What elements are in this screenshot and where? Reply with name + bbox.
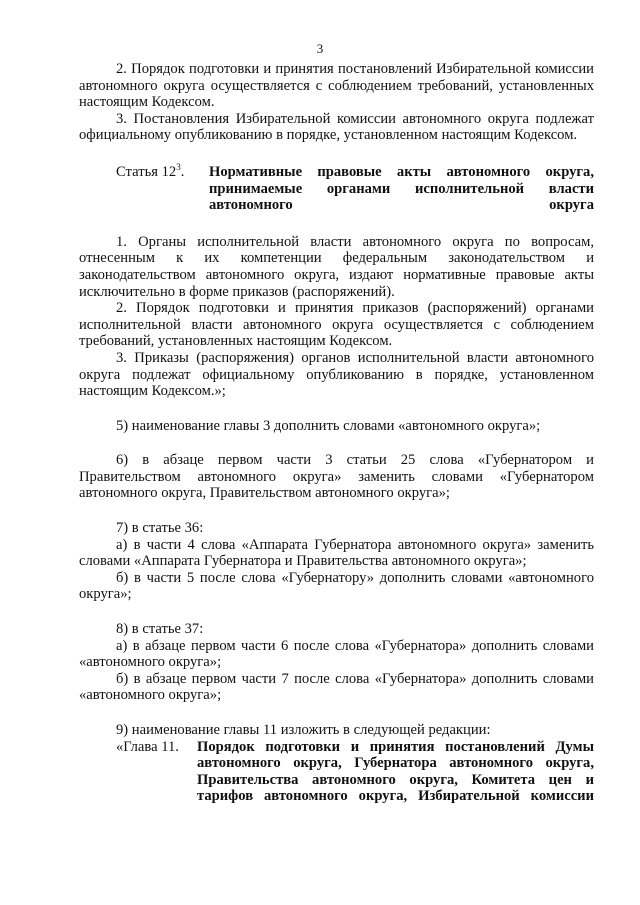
chapter-label: «Глава 11. [116,738,179,755]
list-item: 5) наименование главы 3 дополнить словами «автономного округа»; [116,417,541,434]
chapter-heading [79,739,594,805]
list-item: 7) в статье 36: [116,520,204,537]
paragraph: 3. Постановления Избирательной комиссии автономного округа подлежат официальному опубликованию в порядке, установленном настоящим Кодексом. [79,110,594,144]
list-subitem: б) в части 5 после слова «Губернатору» дополнить словами «автономного округа»; [79,569,594,603]
page-number: 3 [316,41,324,56]
list-item: 8) в статье 37: [116,621,204,638]
paragraph: 2. Порядок подготовки и принятия приказов (распоряжений) органами исполнительной власти автономного округа осуществляется с соблюдением требований, установленных настоящим Кодексом. [79,300,594,350]
paragraph: 2. Порядок подготовки и принятия постановлений Избирательной комиссии автономного округа осуществляется с соблюдением требований, установленных настоящим Кодексом. [79,61,594,111]
paragraph: 3. Приказы (распоряжения) органов исполнительной власти автономного округа подлежат официальному опубликованию в порядке, установленном настоящим Кодексом.»; [79,349,594,400]
list-item: 9) наименование главы 11 изложить в следующей редакции: [116,722,491,738]
list-item: 6) в абзаце первом части 3 статьи 25 слова «Губернатором и Правительством автономного округа» заменить словами «Губернатором автономного округа, Правительством автономного округа»; [79,452,594,502]
list-subitem: б) в абзаце первом части 7 после слова «Губернатора» дополнить словами «автономного округа»; [79,670,594,704]
article-label: Статья $12^3$. [116,162,185,180]
list-subitem: а) в части 4 слова «Аппарата Губернатора автономного округа» заменить словами «Аппарата Губернатора и Правительства автономного округа»; [79,536,594,570]
chapter-title: Порядок подготовки и принятия постановлений Думы автономного округа, Губернатора автономного округа, Правительства автономного округа, Комитета цен и тарифов автономного округа, Избирательной комиссии [197,738,594,805]
paragraph: 1. Органы исполнительной власти автономного округа по вопросам, отнесенным к их компетенции федеральным законодательством и законодательством автономного округа, издают нормативные правовые акты исключительно в форме приказов (распоряжений). [79,233,594,300]
list-subitem: а) в абзаце первом части 6 после слова «Губернатора» дополнить словами «автономного округа»; [79,637,594,671]
article-title: Нормативные правовые акты автономного округа, принимаемые органами исполнительной власти автономного округа [209,163,594,214]
article-heading [79,164,594,214]
document-body [79,61,594,805]
